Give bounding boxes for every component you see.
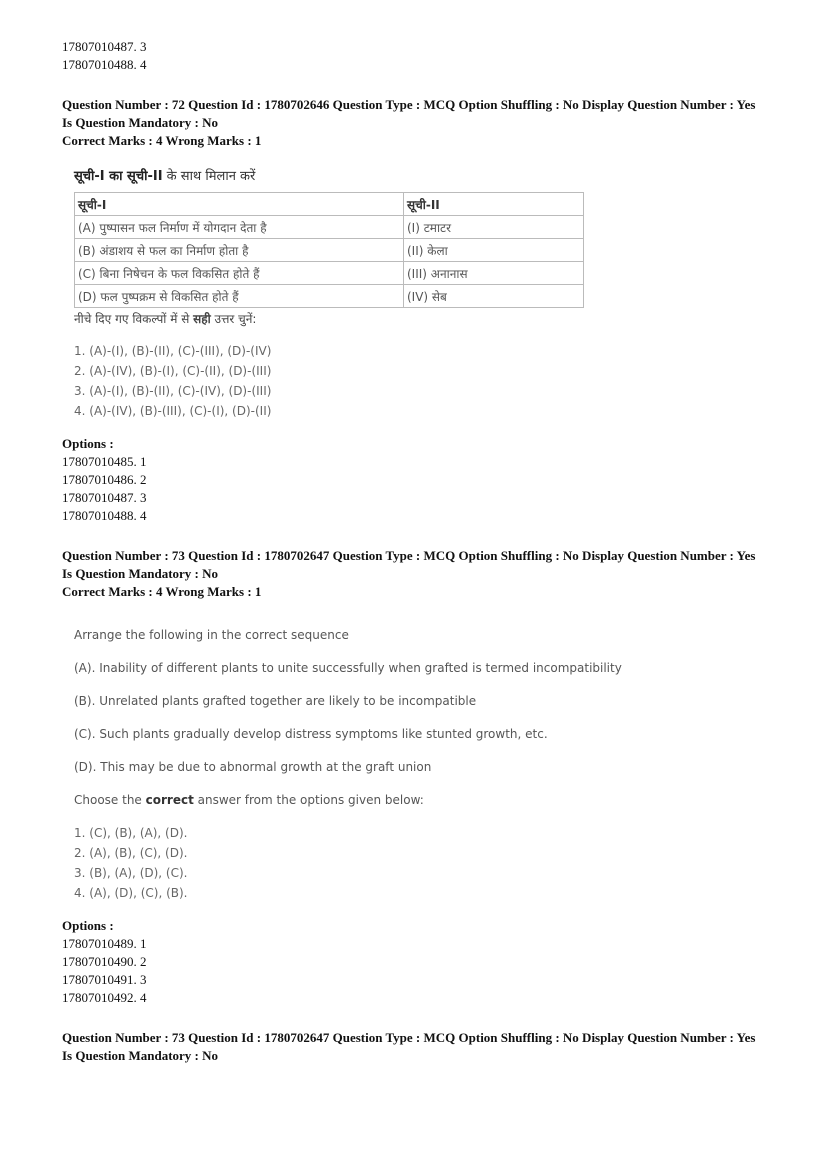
question-title: सूची-I का सूची-II के साथ मिलान करें [74, 169, 256, 184]
question-mandatory: Is Question Mandatory : No [62, 115, 219, 130]
table-row [75, 262, 584, 285]
option-line: 17807010487. 3 [62, 39, 147, 54]
option-line: 17807010490. 2 [62, 954, 147, 969]
question-intro: Arrange the following in the correct sequence [74, 628, 349, 642]
question-mandatory: Is Question Mandatory : No [62, 566, 219, 581]
table-cell: (B) अंडाशय से फल का निर्माण होता है [75, 239, 404, 262]
answer-choices [74, 823, 782, 903]
question-marks: Correct Marks : 4 Wrong Marks : 1 [62, 584, 262, 599]
question-marks: Correct Marks : 4 Wrong Marks : 1 [62, 133, 262, 148]
statement: (A). Inability of different plants to unite successfully when grafted is termed incompatibility [74, 661, 622, 675]
question-image [74, 627, 782, 903]
statement: (B). Unrelated plants grafted together are likely to be incompatible [74, 694, 477, 708]
answer-choice: 4. (A)-(IV), (B)-(III), (C)-(I), (D)-(II) [74, 404, 272, 418]
table-cell: (A) पुष्पासन फल निर्माण में योगदान देता है [75, 216, 404, 239]
table-header-cell: सूची-II [404, 193, 584, 216]
answer-choice: 1. (A)-(I), (B)-(II), (C)-(III), (D)-(IV) [74, 344, 272, 358]
table-cell: (D) फल पुष्पक्रम से विकसित होते हैं [75, 285, 404, 308]
table-header-cell: सूची-I [75, 193, 404, 216]
options-label: Options : [62, 918, 114, 933]
table-cell: (III) अनानास [404, 262, 584, 285]
table-row [75, 285, 584, 308]
answer-choice: 3. (A)-(I), (B)-(II), (C)-(IV), (D)-(III) [74, 384, 272, 398]
question-header: Question Number : 72 Question Id : 1780702646 Question Type : MCQ Option Shuffling : No Display Question Number : Yes [62, 97, 756, 112]
question-header: Question Number : 73 Question Id : 1780702647 Question Type : MCQ Option Shuffling : No Display Question Number : Yes [62, 1030, 756, 1045]
table-header-row [75, 193, 584, 216]
answer-choice: 2. (A), (B), (C), (D). [74, 846, 188, 860]
answer-choice: 4. (A), (D), (C), (B). [74, 886, 188, 900]
question-73 [62, 547, 782, 1007]
option-line: 17807010488. 4 [62, 57, 147, 72]
next-question [62, 1029, 782, 1065]
option-line: 17807010486. 2 [62, 472, 147, 487]
question-prompt: Choose the correct answer from the options given below: [74, 793, 424, 807]
option-line: 17807010487. 3 [62, 490, 147, 505]
question-mandatory: Is Question Mandatory : No [62, 1048, 219, 1063]
option-line: 17807010485. 1 [62, 454, 147, 469]
question-image [74, 166, 782, 421]
option-line: 17807010488. 4 [62, 508, 147, 523]
options-label: Options : [62, 436, 114, 451]
question-prompt: नीचे दिए गए विकल्पों में से सही उत्तर चुनें: [74, 312, 257, 326]
document-page [62, 38, 782, 1065]
table-row [75, 216, 584, 239]
option-line: 17807010491. 3 [62, 972, 147, 987]
answer-choice: 3. (B), (A), (D), (C). [74, 866, 188, 880]
answer-choice: 2. (A)-(IV), (B)-(I), (C)-(II), (D)-(III) [74, 364, 272, 378]
table-row [75, 239, 584, 262]
statement: (C). Such plants gradually develop distress symptoms like stunted growth, etc. [74, 727, 548, 741]
answer-choices [74, 341, 782, 421]
question-72 [62, 96, 782, 525]
table-cell: (IV) सेब [404, 285, 584, 308]
table-cell: (I) टमाटर [404, 216, 584, 239]
statement: (D). This may be due to abnormal growth at the graft union [74, 760, 432, 774]
answer-choice: 1. (C), (B), (A), (D). [74, 826, 188, 840]
question-header: Question Number : 73 Question Id : 1780702647 Question Type : MCQ Option Shuffling : No Display Question Number : Yes [62, 548, 756, 563]
match-table [74, 192, 584, 308]
option-line: 17807010492. 4 [62, 990, 147, 1005]
table-cell: (II) केला [404, 239, 584, 262]
option-line: 17807010489. 1 [62, 936, 147, 951]
table-cell: (C) बिना निषेचन के फल विकसित होते हैं [75, 262, 404, 285]
